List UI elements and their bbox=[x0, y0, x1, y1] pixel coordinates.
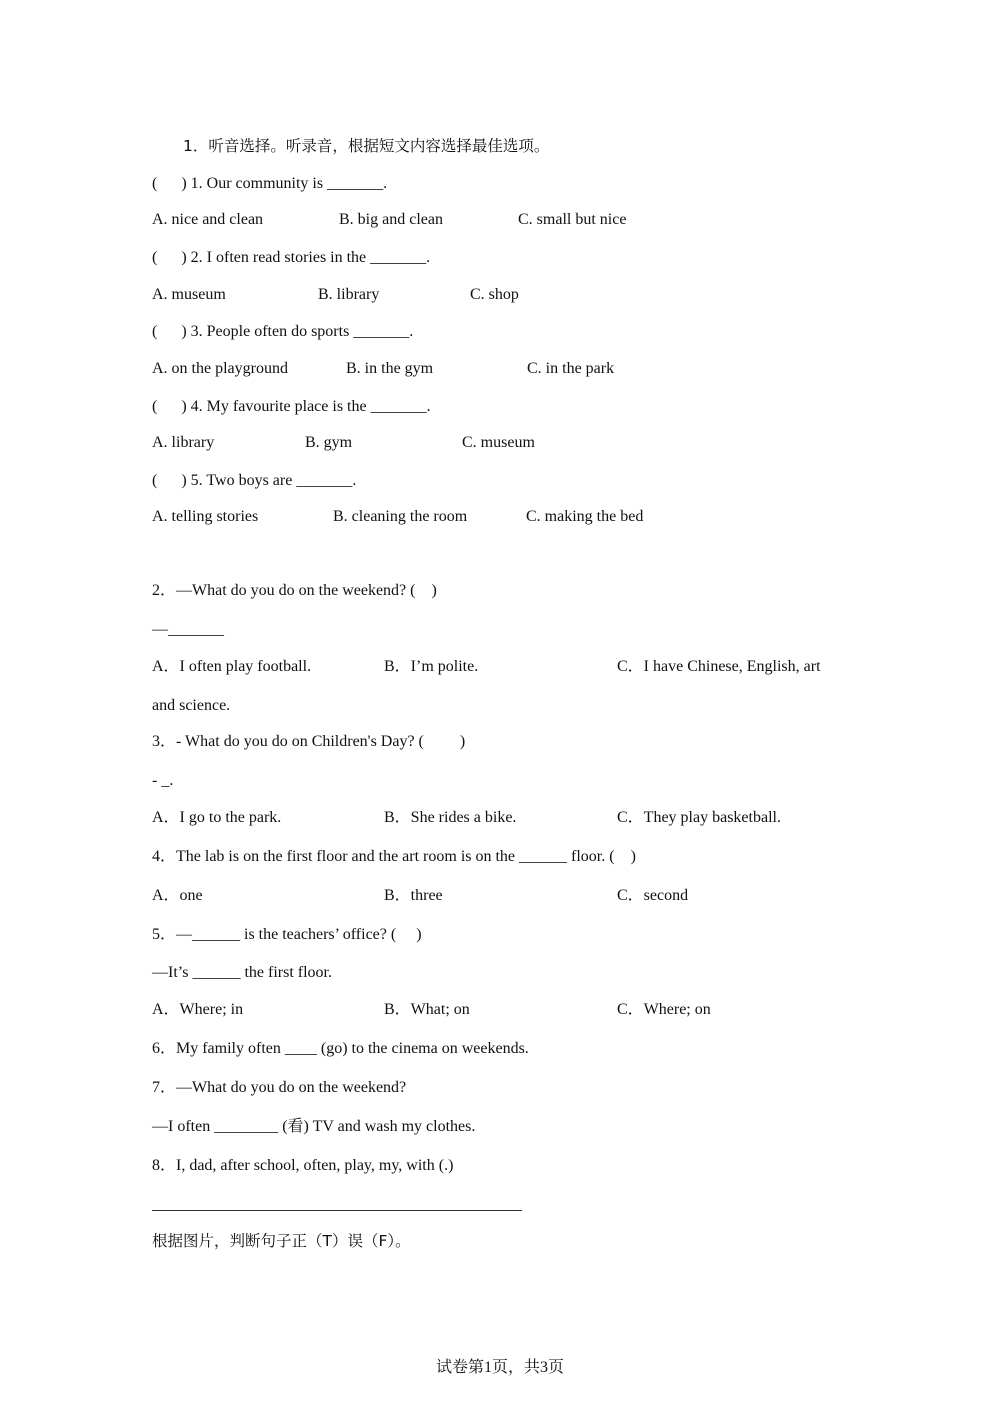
option-a: A．I often play football. bbox=[152, 658, 312, 675]
option-b: B. in the gym bbox=[346, 360, 434, 377]
q3-answer-blank: - _. bbox=[152, 772, 174, 789]
question-stem: ( ) 5. Two boys are _______. bbox=[152, 472, 357, 489]
page-footer: 试卷第1页，共3页 bbox=[435, 1359, 564, 1376]
option-a: A. telling stories bbox=[152, 508, 259, 525]
question-stem: ( ) 2. I often read stories in the _______. bbox=[152, 249, 431, 266]
q8-stem: 8．I, dad, after school, often, play, my, with (.) bbox=[152, 1157, 454, 1174]
option-c: C．second bbox=[617, 887, 689, 904]
q5-stem: 5．—______ is the teachers’ office? ( ) bbox=[152, 926, 422, 943]
option-b: B. gym bbox=[305, 434, 353, 451]
option-c: C. small but nice bbox=[518, 211, 627, 228]
q2-answer-blank: —_______ bbox=[152, 621, 224, 638]
q2-stem: 2．—What do you do on the weekend? ( ) bbox=[152, 582, 437, 599]
option-c: C. making the bed bbox=[526, 508, 644, 525]
option-a: A. on the playground bbox=[152, 360, 288, 377]
option-b: B．three bbox=[384, 887, 443, 904]
option-b: B. cleaning the room bbox=[333, 508, 468, 525]
option-c: C．I have Chinese, English, art bbox=[617, 658, 821, 675]
q3-stem: 3．- What do you do on Children's Day? ( ) bbox=[152, 733, 466, 750]
option-a: A. museum bbox=[152, 286, 226, 303]
option-b: B. big and clean bbox=[339, 211, 443, 228]
option-c: C. in the park bbox=[527, 360, 615, 377]
q5-answer: —It’s ______ the first floor. bbox=[152, 964, 332, 981]
option-c: C．They play basketball. bbox=[617, 809, 781, 826]
option-c-continuation: and science. bbox=[152, 697, 231, 714]
option-b: B. library bbox=[318, 286, 380, 303]
option-c: C. shop bbox=[470, 286, 519, 303]
q4-stem: 4．The lab is on the first floor and the art room is on the ______ floor. ( ) bbox=[152, 848, 636, 865]
option-a: A. library bbox=[152, 434, 215, 451]
option-a: A．I go to the park. bbox=[152, 809, 282, 826]
q6-stem: 6．My family often ____ (go) to the cinema on weekends. bbox=[152, 1040, 529, 1057]
answer-line bbox=[152, 1210, 522, 1211]
option-b: B．What; on bbox=[384, 1001, 470, 1018]
q7-stem: 7．—What do you do on the weekend? bbox=[152, 1079, 407, 1096]
section1-heading: 1．听音选择。听录音，根据短文内容选择最佳选项。 bbox=[183, 137, 550, 155]
option-a: A．one bbox=[152, 887, 203, 904]
question-stem: ( ) 3. People often do sports _______. bbox=[152, 323, 414, 340]
option-a: A. nice and clean bbox=[152, 211, 264, 228]
question-stem: ( ) 1. Our community is _______. bbox=[152, 175, 388, 192]
question-stem: ( ) 4. My favourite place is the _______. bbox=[152, 398, 431, 415]
option-a: A．Where; in bbox=[152, 1001, 244, 1018]
option-b: B．I’m polite. bbox=[384, 658, 479, 675]
option-b: B．She rides a bike. bbox=[384, 809, 517, 826]
option-c: C．Where; on bbox=[617, 1001, 711, 1018]
q7-answer: —I often ________ (看) TV and wash my clothes. bbox=[152, 1118, 476, 1135]
option-c: C. museum bbox=[462, 434, 535, 451]
section-tf-instruction: 根据图片，判断句子正（T）误（F）。 bbox=[152, 1232, 411, 1250]
